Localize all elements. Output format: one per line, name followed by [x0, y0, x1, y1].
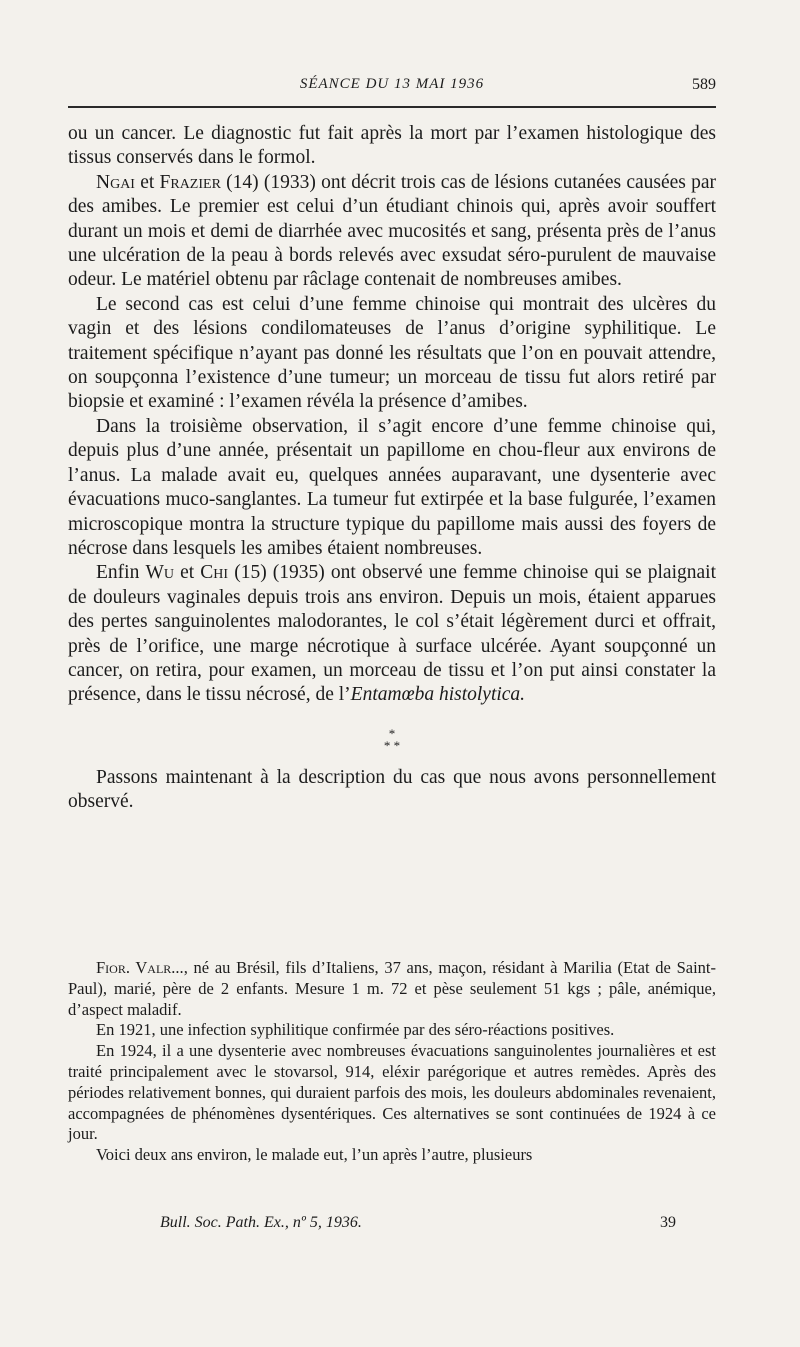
- header-rule: [68, 106, 716, 108]
- paragraph-6: Passons maintenant à la description du cas que nous avons personnellement observé.: [68, 766, 716, 813]
- paragraph-text: Enfin: [96, 562, 146, 584]
- page-number: 589: [692, 76, 716, 93]
- paragraph-5: [68, 561, 716, 707]
- paragraph-text: , né au Brésil, fils d’Italiens, 37 ans, maçon, résidant à Marilia (Etat de Saint-Paul), marié, père de 2 enfants. Mesure 1 m. 72 et pèse seulement 51 kgs ; pâle, anémique, d’aspect maladif.: [68, 958, 716, 1019]
- paragraph-text: (15) (1935) ont observé une femme chinoise qui se plaignait de douleurs vaginales depuis trois ans environ. Depuis un mois, étaient apparues des pertes sanguinolentes malodorantes, le col s’était légèrement durci et offrait, près de l’orifice, une marge nécrotique à surface ulcérée. Ayant soupçonné un cancer, on retira, pour examen, un morceau de tissu et l’on put ainsi constater la présence, dans le tissu nécrosé, de l’: [68, 562, 716, 706]
- conjunction: et: [134, 171, 160, 193]
- conjunction: et: [173, 562, 201, 584]
- case-paragraph-4: Voici deux ans environ, le malade eut, l’un après l’autre, plusieurs: [96, 1145, 533, 1165]
- species-name: Entamœba histolytica.: [350, 684, 526, 706]
- case-paragraph-2: En 1921, une infection syphilitique confirmée par des séro-réactions positives.: [96, 1020, 615, 1040]
- page-header: [68, 76, 716, 100]
- paragraph-text: (14) (1933) ont décrit trois cas de lésions cutanées causées par des amibes. Le premier est celui d’un étudiant chinois qui, après avoir souffert durant un mois et demi de diarrhée avec mucosités et sang, présenta près de l’anus une ulcération de la peau à bords relevés avec exsudat séro-purulent de mauvaise odeur. Le matériel obtenu par râclage contenait de nombreuses amibes.: [68, 171, 716, 291]
- running-title: SÉANCE DU 13 MAI 1936: [299, 76, 485, 92]
- main-text: [68, 122, 716, 815]
- case-paragraph-1: [68, 958, 716, 1020]
- section-asterism: [68, 725, 716, 753]
- paragraph-2: [68, 171, 716, 293]
- asterism-bottom: * *: [383, 737, 401, 753]
- case-report: [68, 958, 716, 1166]
- author-name: Chi: [200, 562, 229, 584]
- patient-name: Fior. Valr...: [96, 958, 184, 977]
- author-name: Ngai: [96, 171, 135, 193]
- author-name: Wu: [145, 562, 174, 584]
- paragraph-1: ou un cancer. Le diagnostic fut fait après la mort par l’examen histologique des tissus conservés dans le formol.: [68, 123, 716, 169]
- signature-mark: 39: [660, 1214, 676, 1231]
- paragraph-3: Le second cas est celui d’une femme chinoise qui montrait des ulcères du vagin et des lésions condilomateuses de l’anus d’origine syphilitique. Le traitement spécifique n’ayant pas donné les résultats que l’on en pouvait attendre, on soupçonna l’existence d’une tumeur; un morceau de tissu fut alors retiré par biopsie et examiné : l’examen révéla la présence d’amibes.: [68, 293, 716, 413]
- case-paragraph-3: En 1924, il a une dysenterie avec nombreuses évacuations sanguinolentes journalières et est traité principalement avec le stovarsol, 914, eléxir parégorique et autres remèdes. Après des périodes relativement bonnes, qui duraient parfois des mois, les douleurs abdominales revenaient, accompagnées de phénomènes dysentériques. Ces alternatives se sont continuées de 1924 à ce jour.: [68, 1041, 716, 1144]
- author-name: Frazier: [159, 171, 221, 193]
- paragraph-4: Dans la troisième observation, il s’agit encore d’une femme chinoise qui, depuis plus d’une année, présentait un papillome en chou-fleur aux environs de l’anus. La malade avait eu, quelques années auparavant, une dysenterie avec évacuations muco-sanglantes. La tumeur fut extirpée et la base fulgurée, l’examen microscopique montra la structure typique du papillome mais aussi des foyers de nécrose dans lesquels les amibes étaient nombreuses.: [68, 415, 716, 559]
- page-footer: [68, 1214, 716, 1236]
- journal-citation: Bull. Soc. Path. Ex., nº 5, 1936.: [160, 1214, 362, 1231]
- asterism-top: *: [388, 725, 396, 741]
